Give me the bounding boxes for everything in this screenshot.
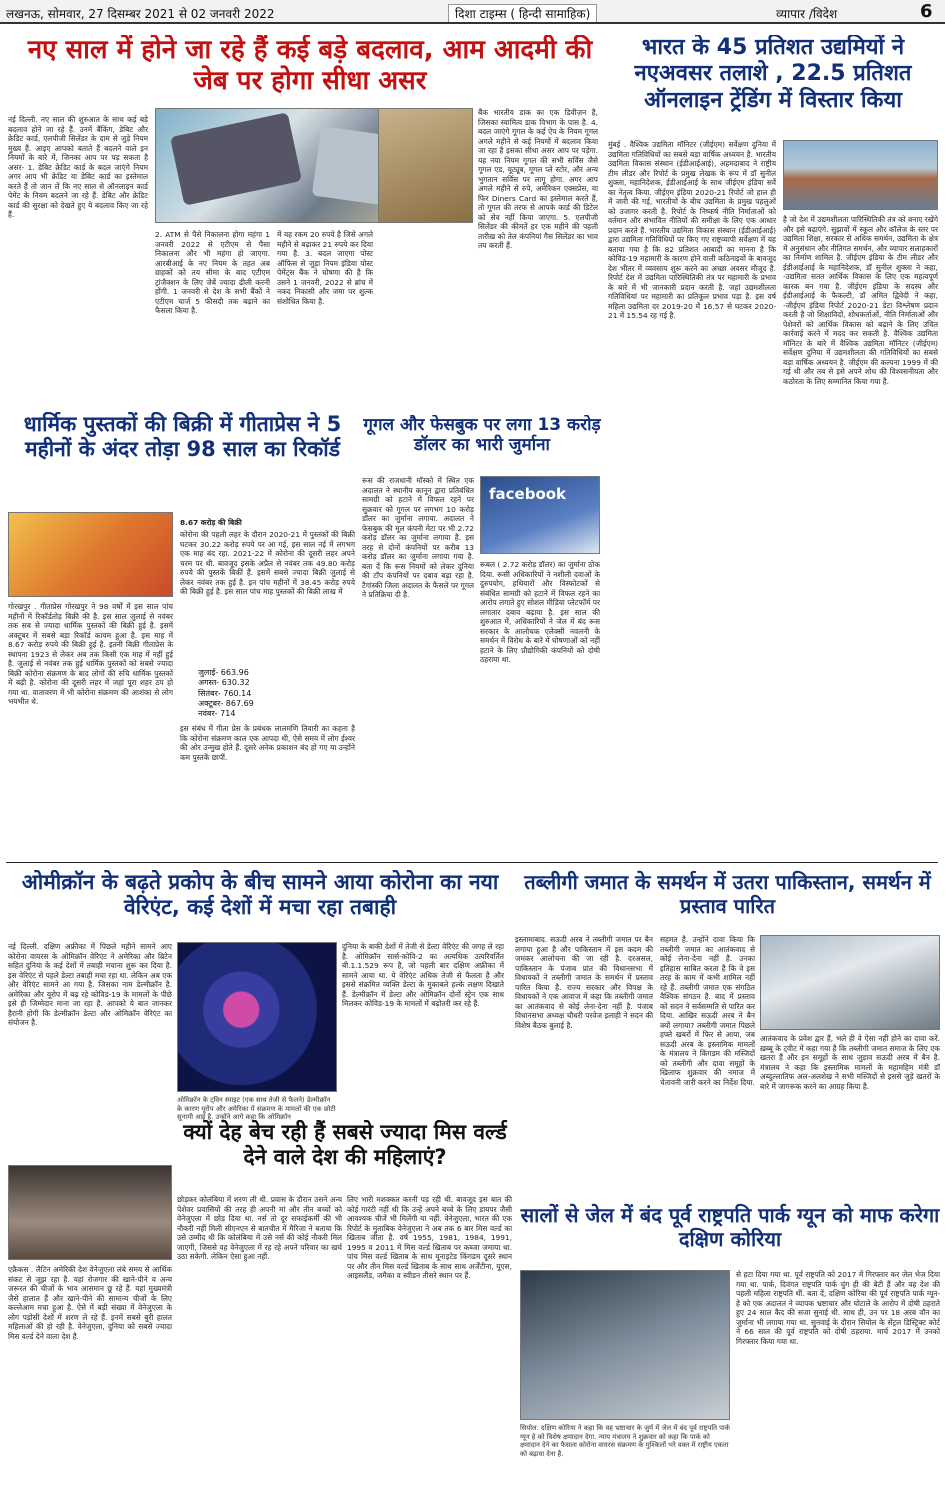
sales-item: जुलाई- 663.96 — [198, 668, 249, 677]
a4-col2: रूबल ( 2.72 करोड़ डॉलर) का जुर्माना ठोक दिया. रूसी अधिकारियों ने नशीली दवाओं के दुरुपयोग, हथियारों और विस्फोटकों से संबंधित सामग्री को हटाने में विफल रहने का आरोप लगाते हुए सोशल मीडिया प्लेटफॉर्म पर लगातार दबाव बढ़ाया है. इस साल की शुरुआत में, अधिकारियों ने जेल में बंद रूस सरकार के आलोचक एलेक्सी नवलनी के समर्थन में विरोध के बारे में घोषणाओं को नहीं हटाने के लिए प्रौद्योगिकी कंपनियों को दोषी ठहराया था. — [480, 560, 600, 664]
a3-intro: 8.67 करोड़ की बिक्री — [180, 518, 242, 527]
venezuela-women-image — [8, 1165, 172, 1260]
a7-headline: क्यों देह बेच रही हैं सबसे ज्यादा मिस वर्ल्ड देने वाले देश की महिलाएं? — [183, 1120, 507, 1170]
sales-item: अक्टूबर- 867.69 — [198, 698, 254, 708]
a1-col4: बैंक भारतीय डाक का एक डिवीज़न है, जिसका स्वामित्व डाक विभाग के पास है. 4. बदल जाएंगे गूगल के कई ऐप के नियम गूगल अगले महीने से कई नियमों में बदलाव किया जा रहा है इसका सीधा असर आप पर पड़ेगा. यह नया नियम गूगल की सभी सर्विस जैसे गूगल एड, यूट्यूब, गूगल प्ले स्टोर, और अन्य भुगतान सर्विस पर लागू होगा. अगर आप अगले महीने से रुपे, अमेरिकन एक्सप्रेस, या फिर Diners Card का इस्तेमाल करते हैं, तो गूगल की तरफ से आपके कार्ड की डिटेल को सेव नहीं किया जाएगा. 5. एलपीजी सिलेंडर की कीमतें हर एक महीने की पहली तारीख को तेल कंपनियां गैस सिलेंडर का भाव तय करती हैं. — [478, 108, 598, 250]
a2-headline: भारत के 45 प्रतिशत उद्यमियों ने नएअवसर तलाशे , 22.5 प्रतिशत ऑनलाइन ट्रेंडिंग में विस्तार किया — [634, 35, 912, 113]
a7-col1: एक्रैकस . लैटिन अमेरिकी देश वेनेजुएला लंबे समय से आर्थिक संकट से जूझ रहा है. यहां रोजगार की खाने-पीने व अन्य जरूरत की चीजों के भाव आसमान छू रहे हैं. यहां मुख्यमंत्री जैसे हालात हैं और खाने-पीने की सामान्य चीजों के लिए कल्लेआम मचा हुआ है. ऐसे में बड़ी संख्या में वेनेजुएला के लोग पड़ोसी देशों में शरण ले रहे हैं. इनमें सबसे बुरी हालत महिलाओं की हो रही है. वेनेजुएला, दुनिया को सबसे ज्यादा मिस वर्ल्ड देने वाला देश है. — [8, 1265, 172, 1341]
a3-col1: गोरखपुर . गीताप्रेस गोरखपुर ने 98 वर्षों में इस साल पांच महीनों में रिकॉर्डतोड़ बिक्री की है. इस साल जुलाई से नवंबर तक सब से ज्यादा धार्मिक पुस्तकों की बिक्री हुई है. इसमें अक्टूबर में सबसे बड़ा रिकॉर्ड कायम हुआ है. इस माह में 8.67 करोड़ रुपये की बिक्री हुई है. इतनी बिक्री गीताप्रेस के स्थापना 1923 से लेकर अब तक किसी एक माह में नहीं हुई है. जुलाई से नवंबर तक हुई धार्मिक पुस्तकों को सबसे ज्यादा बिक्री कोरोना संक्रमण के बाद लोगों की रुचि धार्मिक पुस्तकों में बढ़ी है. कोरोना की दूसरी लहर में जहां पूरा शहर ठप हो गया था. वातावरण में भी कोरोना संक्रमण की आशंका से लोग भयभीत थे. — [8, 602, 173, 706]
divider — [6, 862, 938, 863]
a2-col2: है जो देश में उद्यमशीलता पारिस्थितिकी तंत्र को बनाए रखेंगे और इसे बढ़ाएंगे. सुझावों में स्कूल और कॉलेज के स्तर पर उद्यमिता शिक्षा, सरकार से अधिक समर्थन, उद्यमिता के क्षेत्र में अनुसंधान और नीतिगत समर्थन, और व्यापार सलाहकारों का निर्माण शामिल है. जीईएम इंडिया के टीम लीडर और ईडीआईआई के महानिदेशक, डॉ सुनील शुक्ला ने कहा, -उद्यमिता सतत आर्थिक विकास के लिए एक महत्वपूर्ण कारक बन गया है. जीईएम इंडिया के सदस्य और ईडीआईआई के फैकल्टी, डॉ अमित द्विवेदी ने कहा, -जीईएम इंडिया रिपोर्ट 2020-21 डेटा विश्लेषण प्रदान करती है जो शिक्षाविदों, शोधकर्ताओं, नीति निर्माताओं और पेशेवरों को आर्थिक विकास को बढ़ाने के लिए उचित कार्रवाई करने में मदद कर सकती है. वैश्विक उद्यमिता मॉनिटर के बारे में वैश्विक उद्यमिता मॉनिटर (जीईएम) सर्वेक्षण दुनिया में उद्यमशीलता की गतिविधियों का सबसे बड़ा वार्षिक अध्ययन है. जीईएम की कल्पना 1999 में की गई थी और तब से इसे अपने शोध की विश्वसनीयता और कठोरता के लिए सम्मानित किया गया है. — [783, 215, 938, 386]
a8-caption: सियोल. दक्षिण कोरिया ने कहा कि वह भ्रष्टाचार के जुर्म में जेल में बंद पूर्व राष्ट्रपति पार्क ग्यून हे को विशेष क्षमादान देगा. न्याय मंत्रालय ने शुक्रवार को कहा कि पार्क को क्षमादान देने का फैसला कोरोना वायरस संक्रमण के मुश्किलों भरे वक्त में राष्ट्रीय एकता को बढ़ावा देना है. — [520, 1424, 730, 1458]
paper-name: दिशा टाइम्स ( हिन्दी सामाहिक) — [448, 4, 597, 23]
sales-item: सितंबर- 760.14 — [198, 688, 252, 698]
a5-caption: ओमिक्रॉन के ट्विन स्पाइट (एक साथ तेजी से फैलने) डेल्मीक्रॉन के कारण यूरोप और अमेरिका में संक्रमण के मामलों की एक छोटी सुनामी आई है. उन्होंने आगे कहा कि ओमिक्रॉन — [177, 1096, 336, 1121]
a7-col2: छोड़कर कोलंबिया में शरण ली थी. प्रवास के दौरान उसने अन्य पेशेवर प्रवासियों की तरह ही अपनी मां और तीन बच्चों को वेनेजुएला में छोड़ दिया था. नर्स तो दूर सफाईकर्मी की भी नौकरी नहीं मिली सीएनएन से बातचीत में मैरिजा ने बताया कि उसे उम्मीद थी कि कोलंबिया में उसे नर्स की कोई नौकरी मिल जाएगी, जिससे वह वेनेजुएला में रह रहे अपने परिवार का खर्च उठा सकेगी. लेकिन ऐसा हुआ नहीं. — [177, 1195, 342, 1261]
a5-col1: नई दिल्ली. दक्षिण अफ्रीका में पिछले महीने सामने आए कोरोना वायरस के ओमिक्रॉन वेरिएंट ने अमेरिका और ब्रिटेन सहित दुनिया के कई देशों में तबाही मचाना शुरू कर दिया है. इस वेरिएंट से पहले डेल्टा तबाही मचा रहा था. लेकिन अब एक और वेरिएंट सामने आ गया है. जिसका नाम डेल्मीक्रॉन है. अमेरिका और यूरोप में बढ़ रहे कोविड-19 के मामलों के पीछे इसे ही जिम्मेदार माना जा रहा है. आपको ये बात जानकर हैरानी होगी कि डेल्मीक्रॉन डेल्टा और ओमिक्रॉन वेरिएंट का संयोजन है. — [8, 942, 172, 1027]
a1-headline: नए साल में होने जा रहे हैं कई बड़े बदलाव, आम आदमी की जेब पर होगा सीधा असर — [27, 35, 593, 97]
a5-headline: ओमीक्रॉन के बढ़ते प्रकोप के बीच सामने आया कोरोना का नया वेरिएंट, कई देशों में मचा रहा तबाही — [21, 870, 499, 920]
a4-col1: रूस की राजधानी मॉस्को में स्थित एक अदालत ने स्थानीय कानून द्वारा प्रतिबंधित सामग्री को हटाने में विफल रहने पर सुक्रवार को गूगल पर लगभग 10 करोड़ डॉलर का जुर्माना लगाया. अदालत ने फेसबुक की मूल कंपनी मेटा पर भी 2.72 करोड़ डॉलर का जुर्माना लगाया है. इस तरह से दोनों कंपनियों पर करीब 13 करोड़ डॉलर का जुर्माना लगाया गया है. बता दें कि रूस नियमों को लेकर दुनिया की टॉप कंपनियों पर दबाव बढ़ा रहा है. टैगांस्की जिला अदालत के फैसले पर गूगल ने प्रतिक्रिया दी है. — [362, 476, 474, 599]
section-name: व्यापार /विदेश — [776, 7, 838, 21]
a1-col3: में यह रकम 20 रुपये है जिसे अगले महीने से बढ़ाकर 21 रुपये कर दिया गया है. 3. बदल जाएगा पोस्ट ऑफिस से जुड़ा नियम इंडिया पोस्ट पेमेंट्स बैंक ने घोषणा की है कि उसने 1 जनवरी, 2022 से ब्रांच में नकद निकासी और जमा पर शुल्क संशोधित किया है. — [277, 230, 373, 306]
port-containers-image — [783, 140, 938, 210]
a5-col2: दुनिया के बाकी देशों में तेजी से डेल्टा वेरिएंट की जगह ले रहा है. ओमिक्रॉन सार्स-कोवि-2 का अत्यधिक उत्परिवर्तित बी.1.1.529 रूप है, जो पहली बार दक्षिण अफ्रीका में सामने आया था. ये वेरिएंट अधिक तेजी से फैलता है और इससे संक्रमित व्यक्ति डेल्टा के मुकाबले हल्के लक्षण दिखाते हैं. डेल्मीक्रॉन में डेल्टा और ओमिक्रॉन दोनों स्ट्रेन एक साथ मिलकर कोविड-19 के मामलों में बढ़ोतरी कर रहे हैं. — [342, 942, 504, 1008]
a3-headline: धार्मिक पुस्तकों की बिक्री में गीताप्रेस ने 5 महीनों के अंदर तोड़ा 98 साल का रिकॉर्ड — [23, 412, 342, 462]
date-line: लखनऊ, सोमवार, 27 दिसम्बर 2021 से 02 जनवरी 2022 — [6, 7, 275, 21]
a1-col2: 2. ATM से पैसे निकालना होगा महंगा 1 जनवरी 2022 से एटीएम से पैसा निकालना और भी महंगा हो जाएगा. आरबीआई के नए नियम के तहत अब ग्राहकों को तय सीमा के बाद एटीएम ट्रांजैक्शन के लिए जेबें ज्यादा ढीली करनी होंगी. 1 जनवरी से देश के सभी बैंकों ने एटीएम चार्ज 5 फीसदी तक बढ़ाने का फैसला किया है. — [155, 230, 270, 315]
a3-col2b: इस संबंध में गीता प्रेस के प्रबंधक लालमणि तिवारी का कहना है कि कोरोना संक्रमण काल एक आपदा थी, ऐसे समय में लोग ईश्वर की ओर उन्मुख होते हैं. दूसरे अनेक प्रकाशन बंद हो गए या उन्होंने कम पुस्तकें छापीं. — [180, 724, 355, 762]
gita-press-image — [8, 512, 173, 597]
facebook-phone-image — [480, 476, 600, 554]
a8-col1: से हटा दिया गया था. पूर्व राष्ट्रपति को 2017 में गिरफ्तार कर जेल भेज दिया गया था. पार्क, दिवंगत राष्ट्रपति पार्क चुंग ही की बेटी हैं और वह देश की पहली महिला राष्ट्रपति थीं. बता दें, दक्षिण कोरिया की पूर्व राष्ट्रपति पार्क ग्यून-हे को एक अदालत ने व्यापक भ्रष्टाचार और घोटाले के आरोप में दोषी ठहराते हुए 24 साल कैद की सजा सुनाई थी. साथ ही, उन पर 18 अरब वॉन का जुर्माना भी लगाया गया था. सुनवाई के दौरान सियोल के सेंट्रल डिस्ट्रिक्ट कोर्ट ने 66 साल की पूर्व राष्ट्रपति को दोषी ठहराया. मार्च 2017 में उनको गिरफ्तार किया गया था. — [736, 1270, 940, 1346]
sales-item: नवंबर- 714 — [198, 709, 236, 719]
facebook-logo-text: facebook — [489, 485, 567, 503]
page-number: 6 — [920, 1, 933, 22]
sales-item: अगस्त- 630.32 — [198, 678, 250, 688]
tablighi-crowd-image — [760, 935, 940, 1030]
a7-col3: लिए भारी मशक्कत करनी पड़ रही थी. बावजूद इस बात की कोई गारंटी नहीं थी कि उन्हें अपने बच्चे के लिए डायपर जैसी आवश्यक चीजें भी मिलेंगी या नहीं. वेनेजुएला, भारत की एक रिपोर्ट के मुताबिक वेनेजुएला ने अब तक 6 बार मिस वर्ल्ड का खिताब जीता है. वर्ष 1955, 1981, 1984, 1991, 1995 व 2011 में मिस वर्ल्ड खिताब पर कब्जा जमाया था. पांच मिस वर्ल्ड खिताब के साथ यूनाइटेड किंगडम दूसरे स्थान पर और तीन मिस वर्ल्ड खिताब के साथ साथ अर्जेंटीना, यूएस, आइसलैंड, जमैका व स्वीडन तीसरे स्थान पर हैं. — [347, 1195, 512, 1280]
a1-col1: नई दिल्ली. नए साल की शुरुआत के साथ कई बड़े बदलाव होने जा रहे हैं. उनमें बैंकिंग, डेबिट और क्रेडिट कार्ड, एलपीजी सिलेंडर के दाम से जुड़े नियम मुख्य हैं. आइए आपको बताते हैं बदलने वाले इन नियमों के बारे में, जिनका आप पर पड़ सकता है असर- 1. डेबिट क्रेडिट कार्ड के बदल जाएंगे नियम अगर आप भी क्रेडिट या डेबिट कार्ड का इस्तेमाल करते हैं तो जान लें कि नए साल से ऑनलाइन कार्ड पेमेंट के नियम बदलने जा रहे हैं. डेबिट और क्रेडिट कार्ड की सुरक्षा को देखते हुए ये बदलाव किए जा रहे हैं. — [8, 115, 148, 219]
a8-headline: सालों से जेल में बंद पूर्व राष्ट्रपति पार्क ग्यून को माफ करेगा दक्षिण कोरिया — [520, 1203, 940, 1251]
a6-col1: इस्लामाबाद. सऊदी अरब ने तब्लीगी जमात पर बैन लगाया हुआ है और पाकिस्तान में इस कदम की जमकर आलोचना की जा रही है. दरअसल, पाकिस्तान के पंजाब प्रांत की विधानसभा में विधायकों ने तब्लीगी जमात के समर्थन में प्रस्ताव पारित किया है. राज्य सरकार और विपक्ष के विधायकों ने एक आवाज में कहा कि तब्लीगी जमात का आतंकवाद से कोई लेना-देना नहीं है. पंजाब विधानसभा अध्यक्ष चौधरी परवेज इलाही ने सदन की विशेष बैठक बुलाई है. — [515, 935, 653, 1030]
masthead — [0, 0, 945, 24]
a3-sales-list — [198, 668, 348, 720]
a4-headline: गूगल और फेसबुक पर लगा 13 करोड़ डॉलर का भारी जुर्माना — [363, 415, 601, 456]
a6-col3: आतंकवाद के प्रवेश द्वार हैं, भले ही वे ऐसा नहीं होने का दावा करें. ख़ब्बू के ट्वीट में कहा गया है कि तब्लीगी जमात समाज के लिए एक खतरा हैं और इन समूहों के साथ जुड़ाव सऊदी अरब में बैन है. मंत्रालय ने कहा कि इस्लामिक मामलों के महामहिम मंत्री डॉ अब्दुल्लातिफ अल-अलशेख ने सभी मस्जिदों से इससे जुड़े खतरों के बारे में जागरूक करने का आग्रह किया है. — [760, 1034, 940, 1091]
currency-notes-image — [378, 108, 473, 223]
a3-col2: कोरोना की पहली लहर के दौरान 2020-21 में पुस्तकों की बिक्री घटकर 30.22 करोड़ रुपये पर आ गई, इस साल नई में लगभग एक माह बंद रहा. 2021-22 में कोरोना की दूसरी लहर अपने चरम पर थी. बावजूद इसके अप्रैल से नवंबर तक 49.80 करोड़ रुपये की पुस्तकें बिकीं हैं. इसमें सबसे ज्यादा बिक्री जुलाई से लेकर नवंबर तक हुई है. इन पांच महीनों में 38.45 करोड़ रुपये की बिक्री हुई है. इस साल पांच माह पुस्तकों की बिक्री लाख में — [180, 530, 355, 596]
a6-headline: तब्लीगी जमात के समर्थन में उतरा पाकिस्तान, समर्थन में प्रस्ताव पारित — [524, 870, 931, 918]
park-geun-hye-image — [520, 1270, 730, 1420]
a6-col2: सहमत है. उन्होंने दावा किया कि तब्लीगी जमात का आतंकवाद से कोई लेना-देना नहीं है. उनका इतिहास साबित करता है कि वे इस तरह के काम में कभी शामिल नहीं रहे हैं. तब्लीगी जमात एक संगठित वैश्विक संगठन है. बाद में प्रस्ताव को सदन ने सर्वसम्मति से पारित कर दिया. आखिर सऊदी अरब ने बैन क्यों लगाया? तब्लीगी जमात पिछले हफ्ते खबरों में फिर से आया, जब सऊदी अरब के इस्लामिक मामलों के मंत्रालय ने किंगडम की मस्जिदों को तब्लीगी और दावा समूहों के खिलाफ शुक्रवार की नमाज में चेतावनी जारी करने का निर्देश दिया. — [660, 935, 755, 1087]
virus-image — [177, 942, 337, 1092]
a2-col1: मुंबई . वैश्विक उद्यमिता मॉनिटर (जीईएम) सर्वेक्षण दुनिया में उद्यमिता गतिविधियों का सबसे बड़ा वार्षिक अध्ययन है. भारतीय उद्यमिता विकास संस्थान (ईडीआईआई), अहमदाबाद ने राष्ट्रीय टीम लीडर और रिपोर्ट के प्रमुख लेखक के रूप में डॉ सुनील शुक्ला, महानिदेशक, ईडीआईआई के साथ जीईएम इंडिया सर्वे का नेतृत्व किया. जीईएम इंडिया 2020-21 रिपोर्ट जो हाल ही में जारी की गई, भारतीयों के बीच उद्यमिता के प्रमुख पहलुओं को उजागर करती है. रिपोर्ट के निष्कर्ष नीति निर्माताओं को वर्तमान और संभावित नीतियों की समीक्षा के लिए एक आधार प्रदान करते हैं. भारतीय उद्यमिता विकास संस्थान (ईडीआईआई) द्वारा उद्यमिता गतिविधियों पर किए गए राष्ट्रव्यापी सर्वेक्षण में यह बताया गया है कि 82 प्रतिशत आबादी का मानना है कि कोविड-19 महामारी के कारण होने वाली कठिनाइयों के बावजूद देश भीतर में व्यवसाय शुरू करने का अच्छा अवसर मौजूद है. रिपोर्ट देश में उद्यमिता पारिस्थितिकी तंत्र पर महामारी के प्रभाव के बारे में भी जानकारी प्रदान करती है. जहां उद्यमशीलता गतिविधियां पर महामारी का प्रतिकूल प्रभाव पड़ा है. इस वर्ष महिला उद्यमिता दर 2019-20 में 16.57 से घटकर 2020-21 में 15.54 रह गई है. — [608, 140, 776, 320]
